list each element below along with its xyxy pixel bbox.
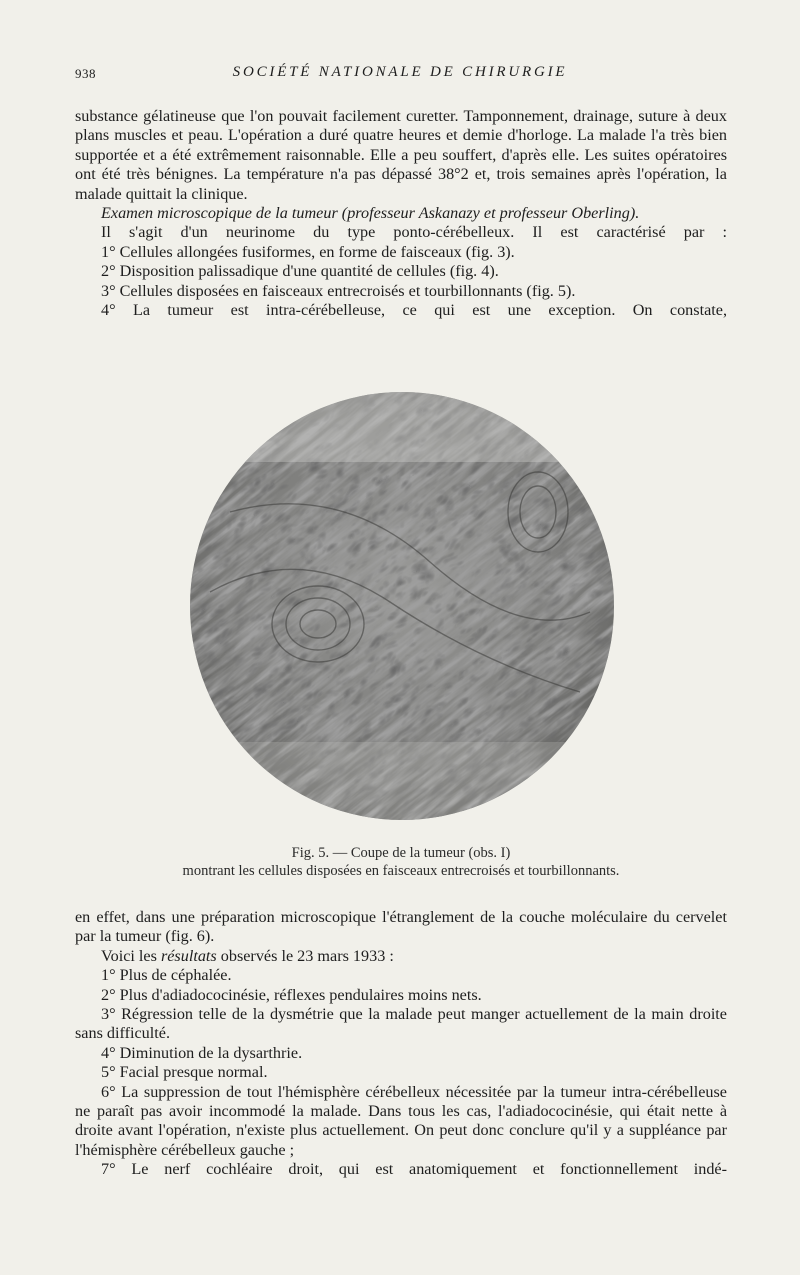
running-head [0,64,800,88]
running-title: SOCIÉTÉ NATIONALE DE CHIRURGIE [232,64,568,80]
list-item: 1° Cellules allongées fusiformes, en forme de faisceaux (fig. 3). [101,242,515,261]
paragraph [75,947,727,966]
list-item: 7° Le nerf cochléaire droit, qui est anatomiquement et fonctionnellement indé- [101,1160,727,1179]
results-word: résultats [160,946,217,965]
results-intro: Voici les [101,946,161,965]
list-item: 4° Diminution de la dysarthrie. [101,1043,303,1062]
list-item: 3° Régression telle de la dysmétrie que la malade peut manger actuellement de la main droite sans difficulté. [75,1005,727,1043]
paragraph: en effet, dans une préparation microscopique l'étranglement de la couche moléculaire du cervelet par la tumeur (fig. 6). [75,908,727,946]
paragraph-exam-heading: Examen microscopique de la tumeur (professeur Askanazy et professeur Oberling). [101,204,640,223]
caption-line: montrant les cellules disposées en faisceaux entrecroisés et tourbillonnants. [182,862,620,879]
list-item: 2° Disposition palissadique d'une quantité de cellules (fig. 4). [101,262,499,281]
caption-line: Fig. 5. — Coupe de la tumeur (obs. I) [291,845,511,861]
figure-caption [75,845,727,880]
tumor-micrograph [190,392,614,820]
paragraph: Il s'agit d'un neurinome du type ponto-cérébelleux. Il est caractérisé par : [101,223,727,242]
page-number: 938 [75,66,96,81]
body-text-bottom [75,908,727,1180]
list-item: 6° La suppression de tout l'hémisphère cérébelleux nécessitée par la tumeur intra-cérébelleuse ne paraît pas avoir incommodé la malade. Dans tous les cas, l'adiadococinésie, qui était nette à droite avant l'opération, n'existe plus actuellement. On peut donc conclure qu'il y a suppléance par l'hémisphère cérébelleux gauche ; [75,1082,727,1159]
body-text-top [75,107,727,320]
list-item: 5° Facial presque normal. [101,1063,268,1082]
list-item: 1° Plus de céphalée. [101,966,232,985]
results-date: observés le 23 mars 1933 : [216,946,394,965]
paragraph: substance gélatineuse que l'on pouvait facilement curetter. Tamponnement, drainage, suture à deux plans muscles et peau. L'opération a duré quatre heures et demie d'horloge. La malade l'a très bien supportée et a été extrêmement raisonnable. Elle a peu souffert, d'après elle. Les suites opératoires ont été très bénignes. La température n'a pas dépassé 38°2 et, trois semaines après l'opération, la malade quittait la clinique. [75,107,727,203]
list-item: 3° Cellules disposées en faisceaux entrecroisés et tourbillonnants (fig. 5). [101,281,576,300]
list-item: 2° Plus d'adiadococinésie, réflexes pendulaires moins nets. [101,985,482,1004]
list-item: 4° La tumeur est intra-cérébelleuse, ce qui est une exception. On constate, [101,301,727,320]
